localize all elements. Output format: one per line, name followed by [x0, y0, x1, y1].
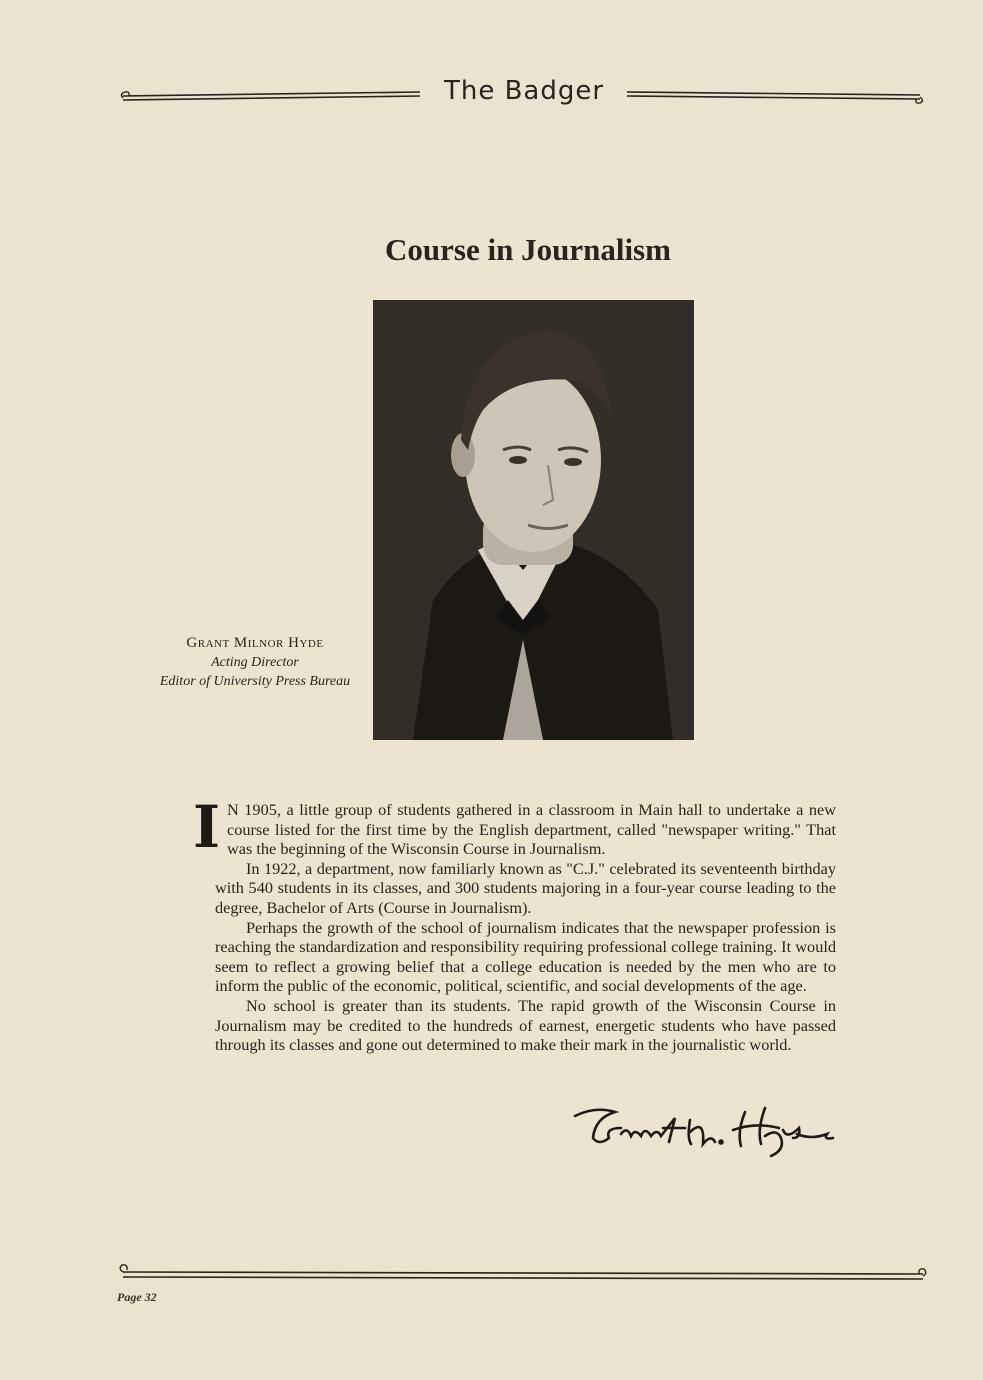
caption-name: Grant Milnor Hyde	[186, 635, 324, 651]
paragraph-3: Perhaps the growth of the school of journalism indicates that the newspaper profession is reaching the standardization and responsibility requiring professional college training. It would seem to reflect a growing belief that a college education is needed by the men who are to inform the public of the economic, political, scientific, and social developments of the age.	[215, 917, 836, 996]
page-number: Page 32	[117, 1290, 157, 1304]
caption-role: Acting Director	[211, 655, 299, 670]
paragraph-1-text: N 1905, a little group of students gathered in a classroom in Main hall to undertake a new course listed for the first time by the English department, called "newspaper writing." That was the beginning of the Wisconsin Course in Journalism.	[227, 800, 836, 859]
paragraph-4: No school is greater than its students. The rapid growth of the Wisconsin Course in Journalism may be credited to the hundreds of earnest, energetic students who have passed through its classes and gone out determined to make their mark in the journalistic world.	[215, 995, 836, 1055]
portrait-caption	[150, 634, 360, 691]
handwritten-signature	[565, 1098, 840, 1162]
portrait-photo	[373, 300, 694, 740]
article-title: Course in Journalism	[385, 232, 671, 267]
article-body	[193, 793, 836, 1055]
dropcap-initial: I	[193, 793, 221, 861]
paragraph-2: In 1922, a department, now familiarly known as "C.J." celebrated its seventeenth birthday with 540 students in its classes, and 300 students majoring in a four-year course leading to the degree, Bachelor of Arts (Course in Journalism).	[215, 858, 836, 917]
caption-role-secondary: Editor of University Press Bureau	[159, 674, 351, 689]
footer-ornamental-rule	[115, 1264, 933, 1288]
paragraph-1	[193, 793, 836, 861]
publication-title: The Badger	[424, 76, 624, 110]
